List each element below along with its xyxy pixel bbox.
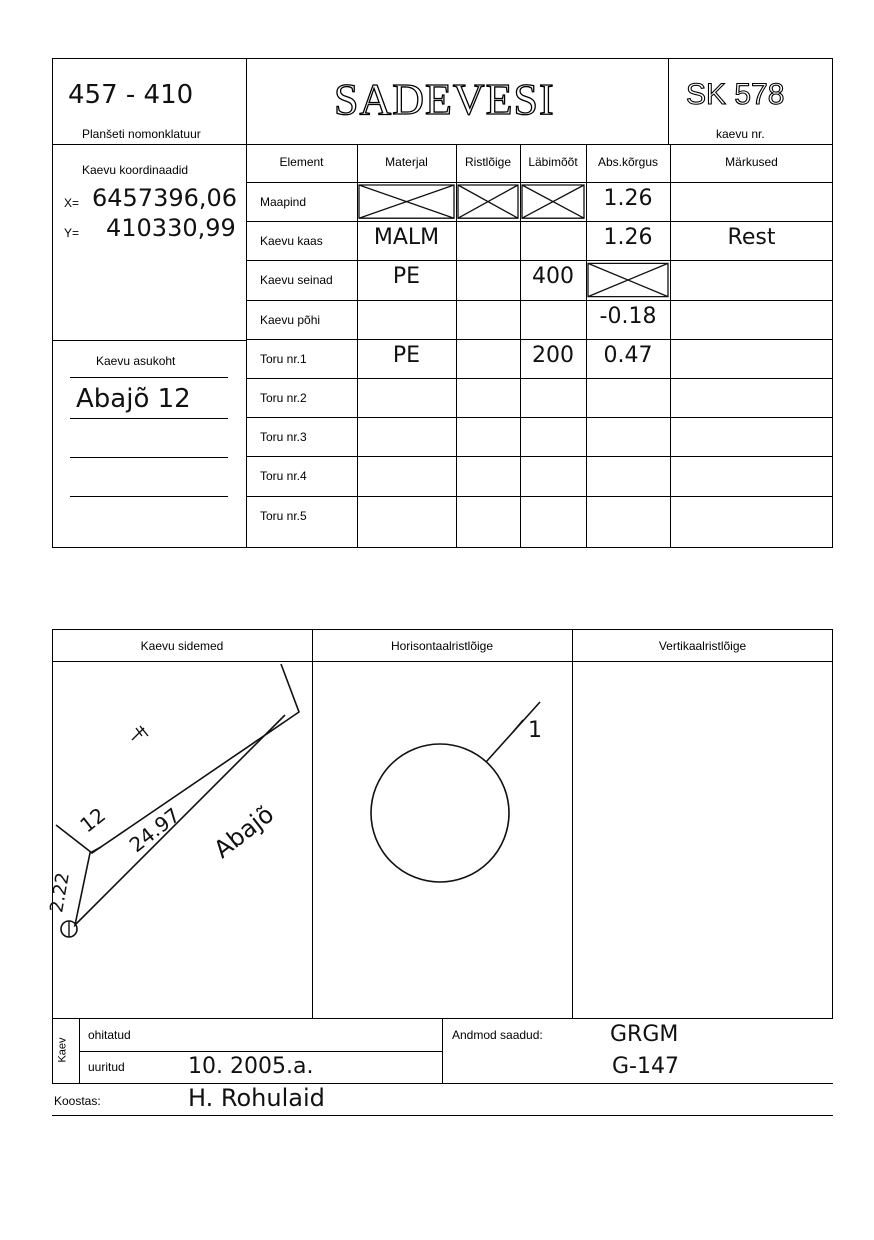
x-label: X= xyxy=(64,196,80,210)
table-header-cell: Läbimõõt xyxy=(528,155,578,169)
table-cell-material: MALM xyxy=(373,225,440,251)
table-cell-element: Kaevu seinad xyxy=(260,273,333,288)
compiled-label: Koostas: xyxy=(54,1094,101,1108)
well-cross-section-circle xyxy=(371,744,509,882)
marked-label: ohitatud xyxy=(88,1028,131,1042)
pipe-number: 1 xyxy=(528,718,542,743)
footer-right-divider xyxy=(442,1019,443,1083)
table-cell-diameter: 200 xyxy=(532,342,574,368)
location-label: Kaevu asukoht xyxy=(96,354,176,368)
surveyed-value: 10. 2005.a. xyxy=(188,1054,314,1079)
x-coordinate-value: 6457396,06 xyxy=(92,184,238,212)
footer-mid-divider xyxy=(79,1051,442,1052)
dimension-2-22: 2.22 xyxy=(46,870,74,915)
well-number-label: kaevu nr. xyxy=(716,127,765,141)
nomenclature-label: Planšeti nomonklatuur xyxy=(82,127,201,141)
north-arrow-icon xyxy=(132,726,148,740)
nomenclature-value: 457 - 410 xyxy=(68,80,194,110)
table-cell-element: Toru nr.5 xyxy=(260,508,307,523)
table-cell-notes: Rest xyxy=(727,225,776,251)
vertical-section-label: Vertikaalristlõige xyxy=(658,639,747,653)
street-name-sketch: Abajõ xyxy=(208,800,280,864)
footer-left-edge xyxy=(52,1019,53,1083)
table-cell-elevation: -0.18 xyxy=(599,303,657,329)
table-cell-material: PE xyxy=(392,264,421,290)
well-number-value: SK 578 xyxy=(686,78,785,111)
page-title: SADEVESI xyxy=(334,75,555,124)
table-header-cell: Abs.kõrgus xyxy=(597,155,659,169)
table-cell-element: Toru nr.2 xyxy=(260,391,307,405)
data-source-value-2: G-147 xyxy=(612,1054,679,1079)
side-label: Kaev xyxy=(56,1037,69,1063)
dimension-24-97: 24.97 xyxy=(124,802,185,858)
y-label: Y= xyxy=(64,226,80,240)
table-cell-element: Maapind xyxy=(260,195,307,209)
table-cell-element: Kaevu põhi xyxy=(260,312,321,327)
surveyed-label: uuritud xyxy=(88,1060,125,1074)
footer-bottom-line xyxy=(52,1083,833,1084)
footer-sign-line xyxy=(52,1115,833,1116)
table-header-cell: Materjal xyxy=(385,155,428,169)
table-cell-material: PE xyxy=(392,342,421,368)
table-cell-element: Toru nr.4 xyxy=(260,469,307,484)
location-value: Abajõ 12 xyxy=(76,384,191,414)
table-cell-elevation: 0.47 xyxy=(603,342,653,368)
table-header-cell: Ristlõige xyxy=(464,155,512,169)
table-cell-element: Toru nr.3 xyxy=(260,430,307,445)
dimension-12: 12 xyxy=(75,802,111,838)
data-source-label: Andmod saadud: xyxy=(452,1028,543,1042)
table-cell-element: Kaevu kaas xyxy=(260,234,323,249)
table-cell-elevation: 1.26 xyxy=(603,186,653,211)
table-cell-elevation: 1.26 xyxy=(603,225,653,251)
table-cell-element: Toru nr.1 xyxy=(260,351,307,366)
y-coordinate-value: 410330,99 xyxy=(106,214,236,242)
table-cell-diameter: 400 xyxy=(532,264,574,290)
table-header-cell: Märkused xyxy=(725,155,778,169)
horizontal-section-label: Horisontaalristlõige xyxy=(390,639,494,653)
coordinates-label: Kaevu koordinaadid xyxy=(82,163,189,177)
data-source-value-1: GRGM xyxy=(610,1022,679,1047)
table-header-cell: Element xyxy=(279,155,324,169)
ties-label: Kaevu sidemed xyxy=(140,639,224,653)
compiled-value: H. Rohulaid xyxy=(188,1084,325,1112)
